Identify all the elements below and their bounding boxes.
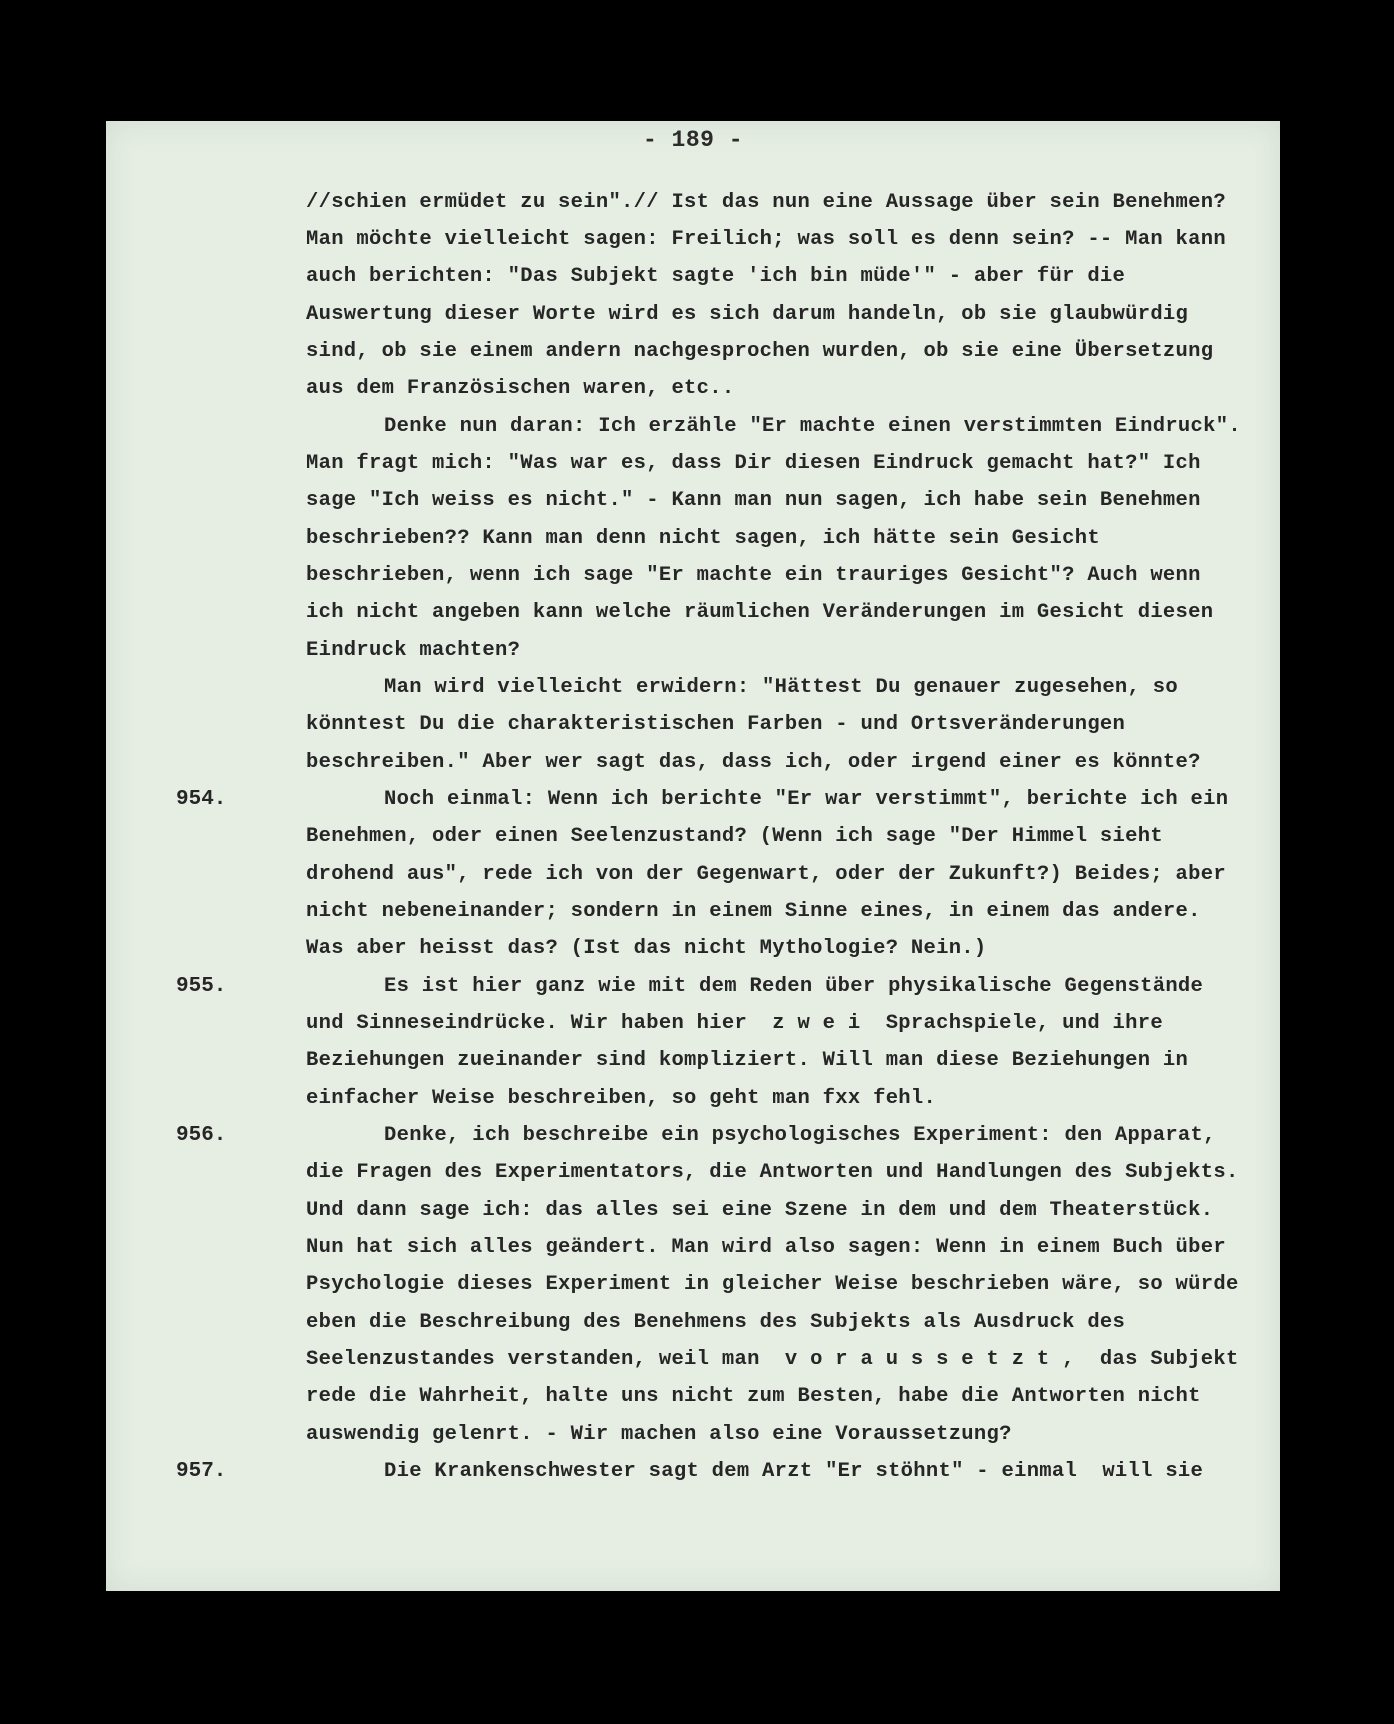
text-line: Eindruck machten? (306, 639, 521, 662)
text-line: Psychologie dieses Experiment in gleicher Weise beschrieben wäre, so würde (306, 1273, 1239, 1296)
text-line: Auswertung dieser Worte wird es sich darum handeln, ob sie glaubwürdig (306, 303, 1189, 326)
text-line: und Sinneseindrücke. Wir haben hier z w e i Sprachspiele, und ihre (306, 1012, 1163, 1035)
section-number: 956. (176, 1124, 227, 1147)
text-line: sage "Ich weiss es nicht." - Kann man nun sagen, ich habe sein Benehmen (306, 489, 1201, 512)
text-line: Was aber heisst das? (Ist das nicht Mythologie? Nein.) (306, 937, 987, 960)
paragraph-start-line: Die Krankenschwester sagt dem Arzt "Er stöhnt" - einmal will sie (384, 1460, 1204, 1483)
text-line: die Fragen des Experimentators, die Antworten und Handlungen des Subjekts. (306, 1161, 1239, 1184)
paragraph-start-line: Denke nun daran: Ich erzähle "Er machte einen verstimmten Eindruck". (384, 415, 1241, 438)
paragraph-start-line: Noch einmal: Wenn ich berichte "Er war verstimmt", berichte ich ein (384, 788, 1229, 811)
paragraph-start-line: Man wird vielleicht erwidern: "Hättest Du genauer zugesehen, so (384, 676, 1178, 699)
text-line: //schien ermüdet zu sein".// Ist das nun eine Aussage über sein Benehmen? (306, 191, 1226, 214)
text-line: drohend aus", rede ich von der Gegenwart, oder der Zukunft?) Beides; aber (306, 863, 1226, 886)
text-line: beschreiben." Aber wer sagt das, dass ich, oder irgend einer es könnte? (306, 751, 1201, 774)
text-line: Beziehungen zueinander sind kompliziert. Will man diese Beziehungen in (306, 1049, 1189, 1072)
text-line: beschrieben, wenn ich sage "Er machte ein trauriges Gesicht"? Auch wenn (306, 564, 1201, 587)
text-line: könntest Du die charakteristischen Farben - und Ortsveränderungen (306, 713, 1126, 736)
text-line: Man fragt mich: "Was war es, dass Dir diesen Eindruck gemacht hat?" Ich (306, 452, 1201, 475)
text-line: Man möchte vielleicht sagen: Freilich; was soll es denn sein? -- Man kann (306, 228, 1226, 251)
section-number: 954. (176, 788, 227, 811)
text-line: ich nicht angeben kann welche räumlichen Veränderungen im Gesicht diesen (306, 601, 1214, 624)
text-line: eben die Beschreibung des Benehmens des Subjekts als Ausdruck des (306, 1311, 1126, 1334)
text-line: nicht nebeneinander; sondern in einem Sinne eines, in einem das andere. (306, 900, 1201, 923)
page-number: - 189 - (642, 127, 744, 153)
text-line: aus dem Französischen waren, etc.. (306, 377, 735, 400)
section-number: 955. (176, 975, 227, 998)
text-line: Benehmen, oder einen Seelenzustand? (Wenn ich sage "Der Himmel sieht (306, 825, 1163, 848)
text-line: einfacher Weise beschreiben, so geht man fxx fehl. (306, 1087, 937, 1110)
paragraph-start-line: Denke, ich beschreibe ein psychologisches Experiment: den Apparat, (384, 1124, 1216, 1147)
text-line: auch berichten: "Das Subjekt sagte 'ich bin müde'" - aber für die (306, 265, 1126, 288)
text-line: Seelenzustandes verstanden, weil man v o r a u s s e t z t , das Subjekt (306, 1348, 1239, 1371)
text-line: beschrieben?? Kann man denn nicht sagen, ich hätte sein Gesicht (306, 527, 1100, 550)
text-line: auswendig gelenrt. - Wir machen also eine Voraussetzung? (306, 1423, 1012, 1446)
text-line: Nun hat sich alles geändert. Man wird also sagen: Wenn in einem Buch über (306, 1236, 1226, 1259)
text-line: Und dann sage ich: das alles sei eine Szene in dem und dem Theaterstück. (306, 1199, 1214, 1222)
text-line: rede die Wahrheit, halte uns nicht zum Besten, habe die Antworten nicht (306, 1385, 1201, 1408)
text-line: sind, ob sie einem andern nachgesprochen wurden, ob sie eine Übersetzung (306, 340, 1214, 363)
paragraph-start-line: Es ist hier ganz wie mit dem Reden über physikalische Gegenstände (384, 975, 1204, 998)
typescript-page (106, 121, 1280, 1591)
section-number: 957. (176, 1460, 227, 1483)
